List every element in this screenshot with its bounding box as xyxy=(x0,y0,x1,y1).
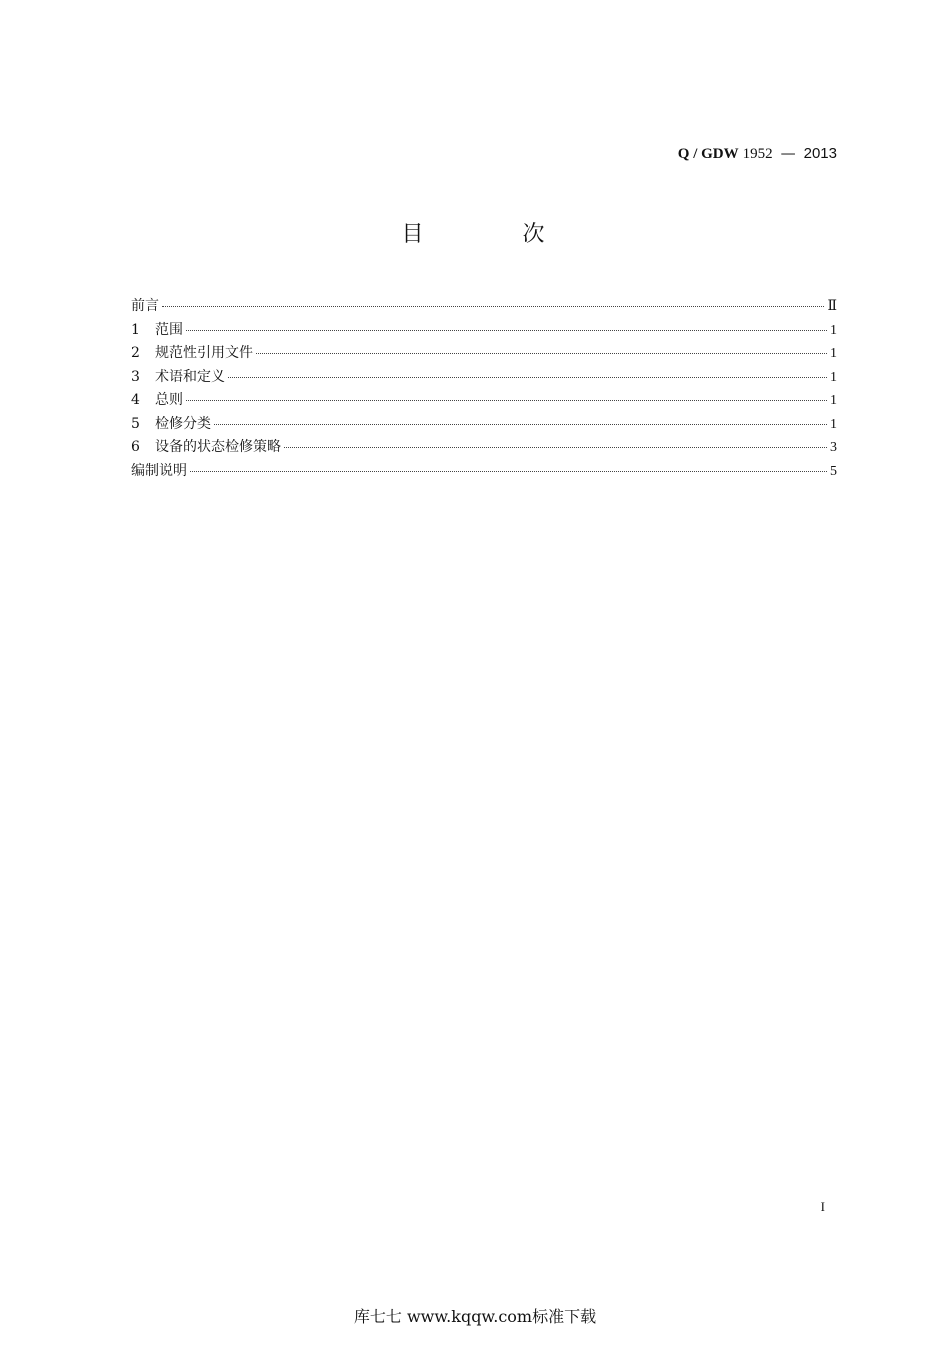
dot-leader xyxy=(256,353,827,354)
table-of-contents xyxy=(131,295,837,483)
toc-item-scope[interactable] xyxy=(131,319,837,343)
toc-item-condition-maintenance-strategy[interactable] xyxy=(131,436,837,460)
toc-item-page: 1 xyxy=(830,369,837,385)
toc-item-title: 总则 xyxy=(155,392,183,408)
dot-leader xyxy=(190,471,827,472)
footer-watermark: 库七七 www.kqqw.com标准下载 xyxy=(353,1307,597,1326)
toc-item-number: 4 xyxy=(131,392,140,408)
page-title: 目 次 xyxy=(401,222,591,247)
toc-item-page: 1 xyxy=(830,393,837,408)
standard-year: 2013 xyxy=(803,145,837,162)
dot-leader xyxy=(228,377,827,378)
toc-item-page: Ⅱ xyxy=(827,299,837,314)
toc-item-number: 5 xyxy=(131,415,140,432)
toc-item-page: 1 xyxy=(830,416,837,432)
toc-item-page: 5 xyxy=(830,463,837,479)
toc-item-general[interactable] xyxy=(131,389,837,413)
dot-leader xyxy=(162,306,824,307)
page-number: I xyxy=(820,1199,825,1214)
toc-item-title: 检修分类 xyxy=(155,415,211,432)
dot-leader xyxy=(284,447,827,448)
toc-item-title: 范围 xyxy=(155,321,183,338)
toc-item-title: 规范性引用文件 xyxy=(155,345,253,361)
toc-item-terms-definitions[interactable] xyxy=(131,366,837,390)
toc-item-number: 6 xyxy=(131,439,140,455)
toc-item-foreword[interactable] xyxy=(131,295,837,319)
toc-item-title: 编制说明 xyxy=(131,462,187,479)
standard-dash: — xyxy=(780,144,796,162)
toc-item-page: 1 xyxy=(830,346,837,361)
standard-code xyxy=(678,143,837,164)
toc-item-page: 3 xyxy=(830,440,837,455)
dot-leader xyxy=(214,424,827,425)
toc-item-title: 前言 xyxy=(131,298,159,314)
toc-item-number: 3 xyxy=(131,368,140,385)
dot-leader xyxy=(186,330,827,331)
toc-item-maintenance-classification[interactable] xyxy=(131,413,837,437)
dot-leader xyxy=(186,400,827,401)
toc-item-number: 1 xyxy=(131,321,140,338)
toc-item-page: 1 xyxy=(830,322,837,338)
toc-item-compilation-notes[interactable] xyxy=(131,460,837,484)
toc-item-number: 2 xyxy=(131,345,140,361)
standard-prefix: Q / GDW xyxy=(677,146,739,162)
toc-item-normative-references[interactable] xyxy=(131,342,837,366)
standard-number: 1952 xyxy=(742,146,773,162)
toc-item-title: 设备的状态检修策略 xyxy=(155,439,281,455)
toc-item-title: 术语和定义 xyxy=(155,368,225,385)
